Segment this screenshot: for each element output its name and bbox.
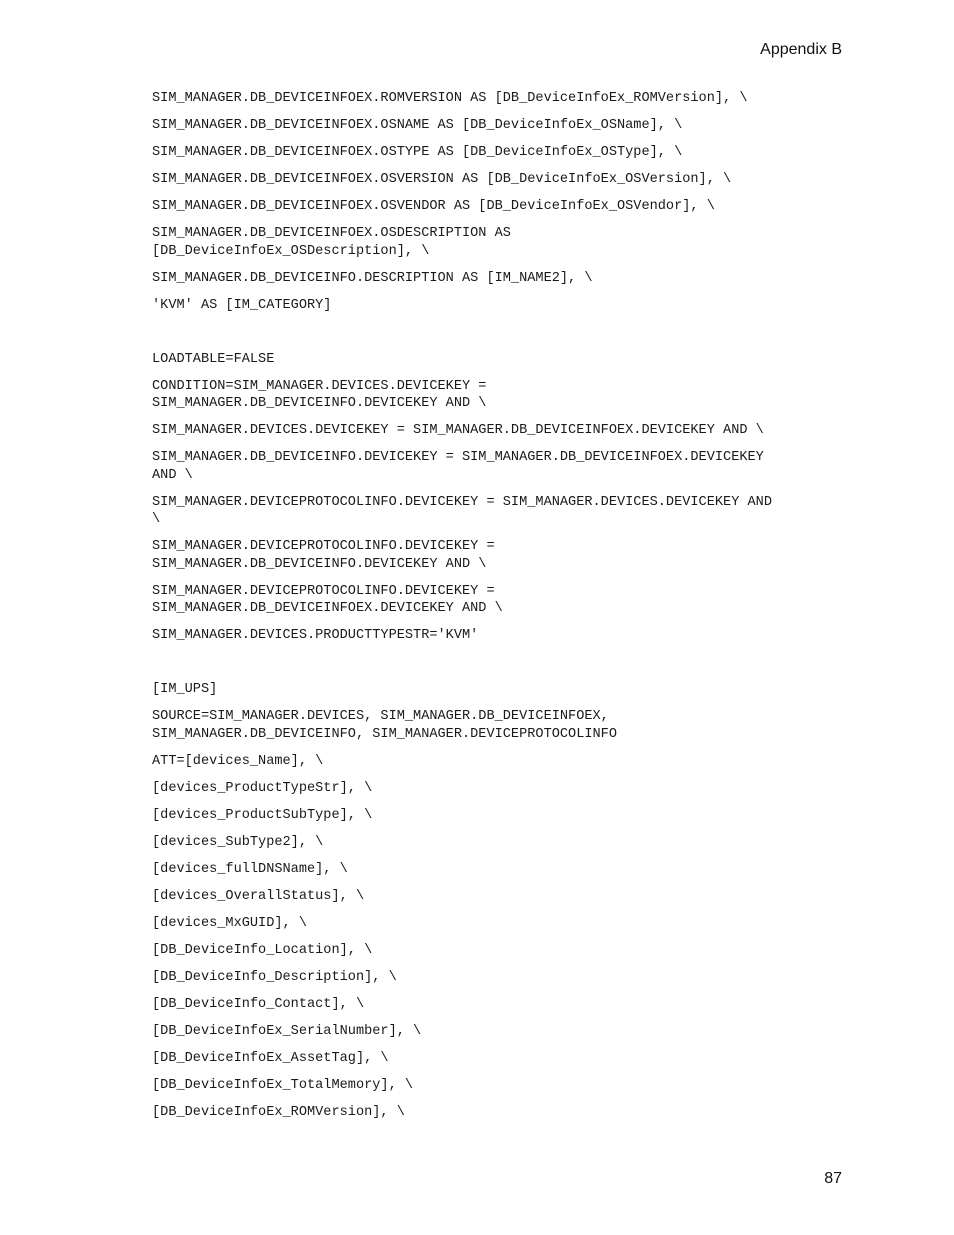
code-line: [DB_DeviceInfo_Location], \ — [152, 942, 373, 958]
code-block-select-columns — [152, 90, 872, 314]
code-listing — [152, 90, 872, 1131]
code-line: SIM_MANAGER.DB_DEVICEINFO.DESCRIPTION AS [IM_NAME2], \ — [152, 270, 593, 286]
code-line: ATT=[devices_Name], \ — [152, 753, 324, 769]
block-spacer — [152, 654, 872, 681]
code-line: [devices_ProductSubType], \ — [152, 807, 373, 823]
code-line: SOURCE=SIM_MANAGER.DEVICES, SIM_MANAGER.DB_DEVICEINFOEX, SIM_MANAGER.DB_DEVICEINFO, SIM_MANAGER.DEVICEPROTOCOLINFO — [152, 709, 617, 742]
code-line: 'KVM' AS [IM_CATEGORY] — [152, 297, 332, 313]
code-line: CONDITION=SIM_MANAGER.DEVICES.DEVICEKEY = SIM_MANAGER.DB_DEVICEINFO.DEVICEKEY AND \ — [152, 378, 487, 411]
code-line: SIM_MANAGER.DB_DEVICEINFOEX.OSTYPE AS [DB_DeviceInfoEx_OSType], \ — [152, 145, 683, 160]
code-line: SIM_MANAGER.DB_DEVICEINFOEX.ROMVERSION AS [DB_DeviceInfoEx_ROMVersion], \ — [152, 91, 748, 106]
code-block-im-ups — [152, 681, 872, 1121]
code-line: SIM_MANAGER.DEVICEPROTOCOLINFO.DEVICEKEY = SIM_MANAGER.DB_DEVICEINFOEX.DEVICEKEY AND \ — [152, 583, 503, 616]
code-line: [devices_SubType2], \ — [152, 834, 324, 850]
code-line: [DB_DeviceInfo_Contact], \ — [152, 996, 365, 1012]
code-line: [DB_DeviceInfoEx_ROMVersion], \ — [152, 1104, 405, 1120]
code-line: SIM_MANAGER.DB_DEVICEINFOEX.OSVENDOR AS [DB_DeviceInfoEx_OSVendor], \ — [152, 199, 715, 214]
code-line: SIM_MANAGER.DB_DEVICEINFOEX.OSNAME AS [DB_DeviceInfoEx_OSName], \ — [152, 118, 683, 133]
code-line: [DB_DeviceInfo_Description], \ — [152, 969, 397, 985]
code-line: SIM_MANAGER.DB_DEVICEINFOEX.OSDESCRIPTION AS [DB_DeviceInfoEx_OSDescription], \ — [152, 226, 511, 259]
code-line: SIM_MANAGER.DB_DEVICEINFOEX.OSVERSION AS [DB_DeviceInfoEx_OSVersion], \ — [152, 172, 732, 187]
code-line: [IM_UPS] — [152, 682, 218, 697]
code-line: SIM_MANAGER.DEVICES.DEVICEKEY = SIM_MANAGER.DB_DEVICEINFOEX.DEVICEKEY AND \ — [152, 423, 764, 438]
code-line: [devices_MxGUID], \ — [152, 915, 307, 931]
code-line: SIM_MANAGER.DB_DEVICEINFO.DEVICEKEY = SIM_MANAGER.DB_DEVICEINFOEX.DEVICEKEY AND \ — [152, 450, 764, 483]
code-line: SIM_MANAGER.DEVICEPROTOCOLINFO.DEVICEKEY = SIM_MANAGER.DEVICES.DEVICEKEY AND \ — [152, 494, 772, 527]
code-line: [devices_fullDNSName], \ — [152, 861, 348, 877]
code-line: [DB_DeviceInfoEx_AssetTag], \ — [152, 1050, 389, 1066]
running-header: Appendix B — [760, 41, 842, 58]
code-line: [DB_DeviceInfoEx_TotalMemory], \ — [152, 1077, 414, 1093]
block-spacer — [152, 324, 872, 351]
code-line: SIM_MANAGER.DEVICEPROTOCOLINFO.DEVICEKEY = SIM_MANAGER.DB_DEVICEINFO.DEVICEKEY AND \ — [152, 539, 495, 572]
page-number: 87 — [824, 1170, 842, 1187]
code-line: SIM_MANAGER.DEVICES.PRODUCTTYPESTR='KVM' — [152, 628, 479, 643]
code-line: [devices_ProductTypeStr], \ — [152, 780, 373, 796]
code-block-conditions — [152, 351, 872, 645]
code-line: LOADTABLE=FALSE — [152, 351, 275, 367]
code-line: [DB_DeviceInfoEx_SerialNumber], \ — [152, 1023, 422, 1039]
code-line: [devices_OverallStatus], \ — [152, 888, 365, 904]
